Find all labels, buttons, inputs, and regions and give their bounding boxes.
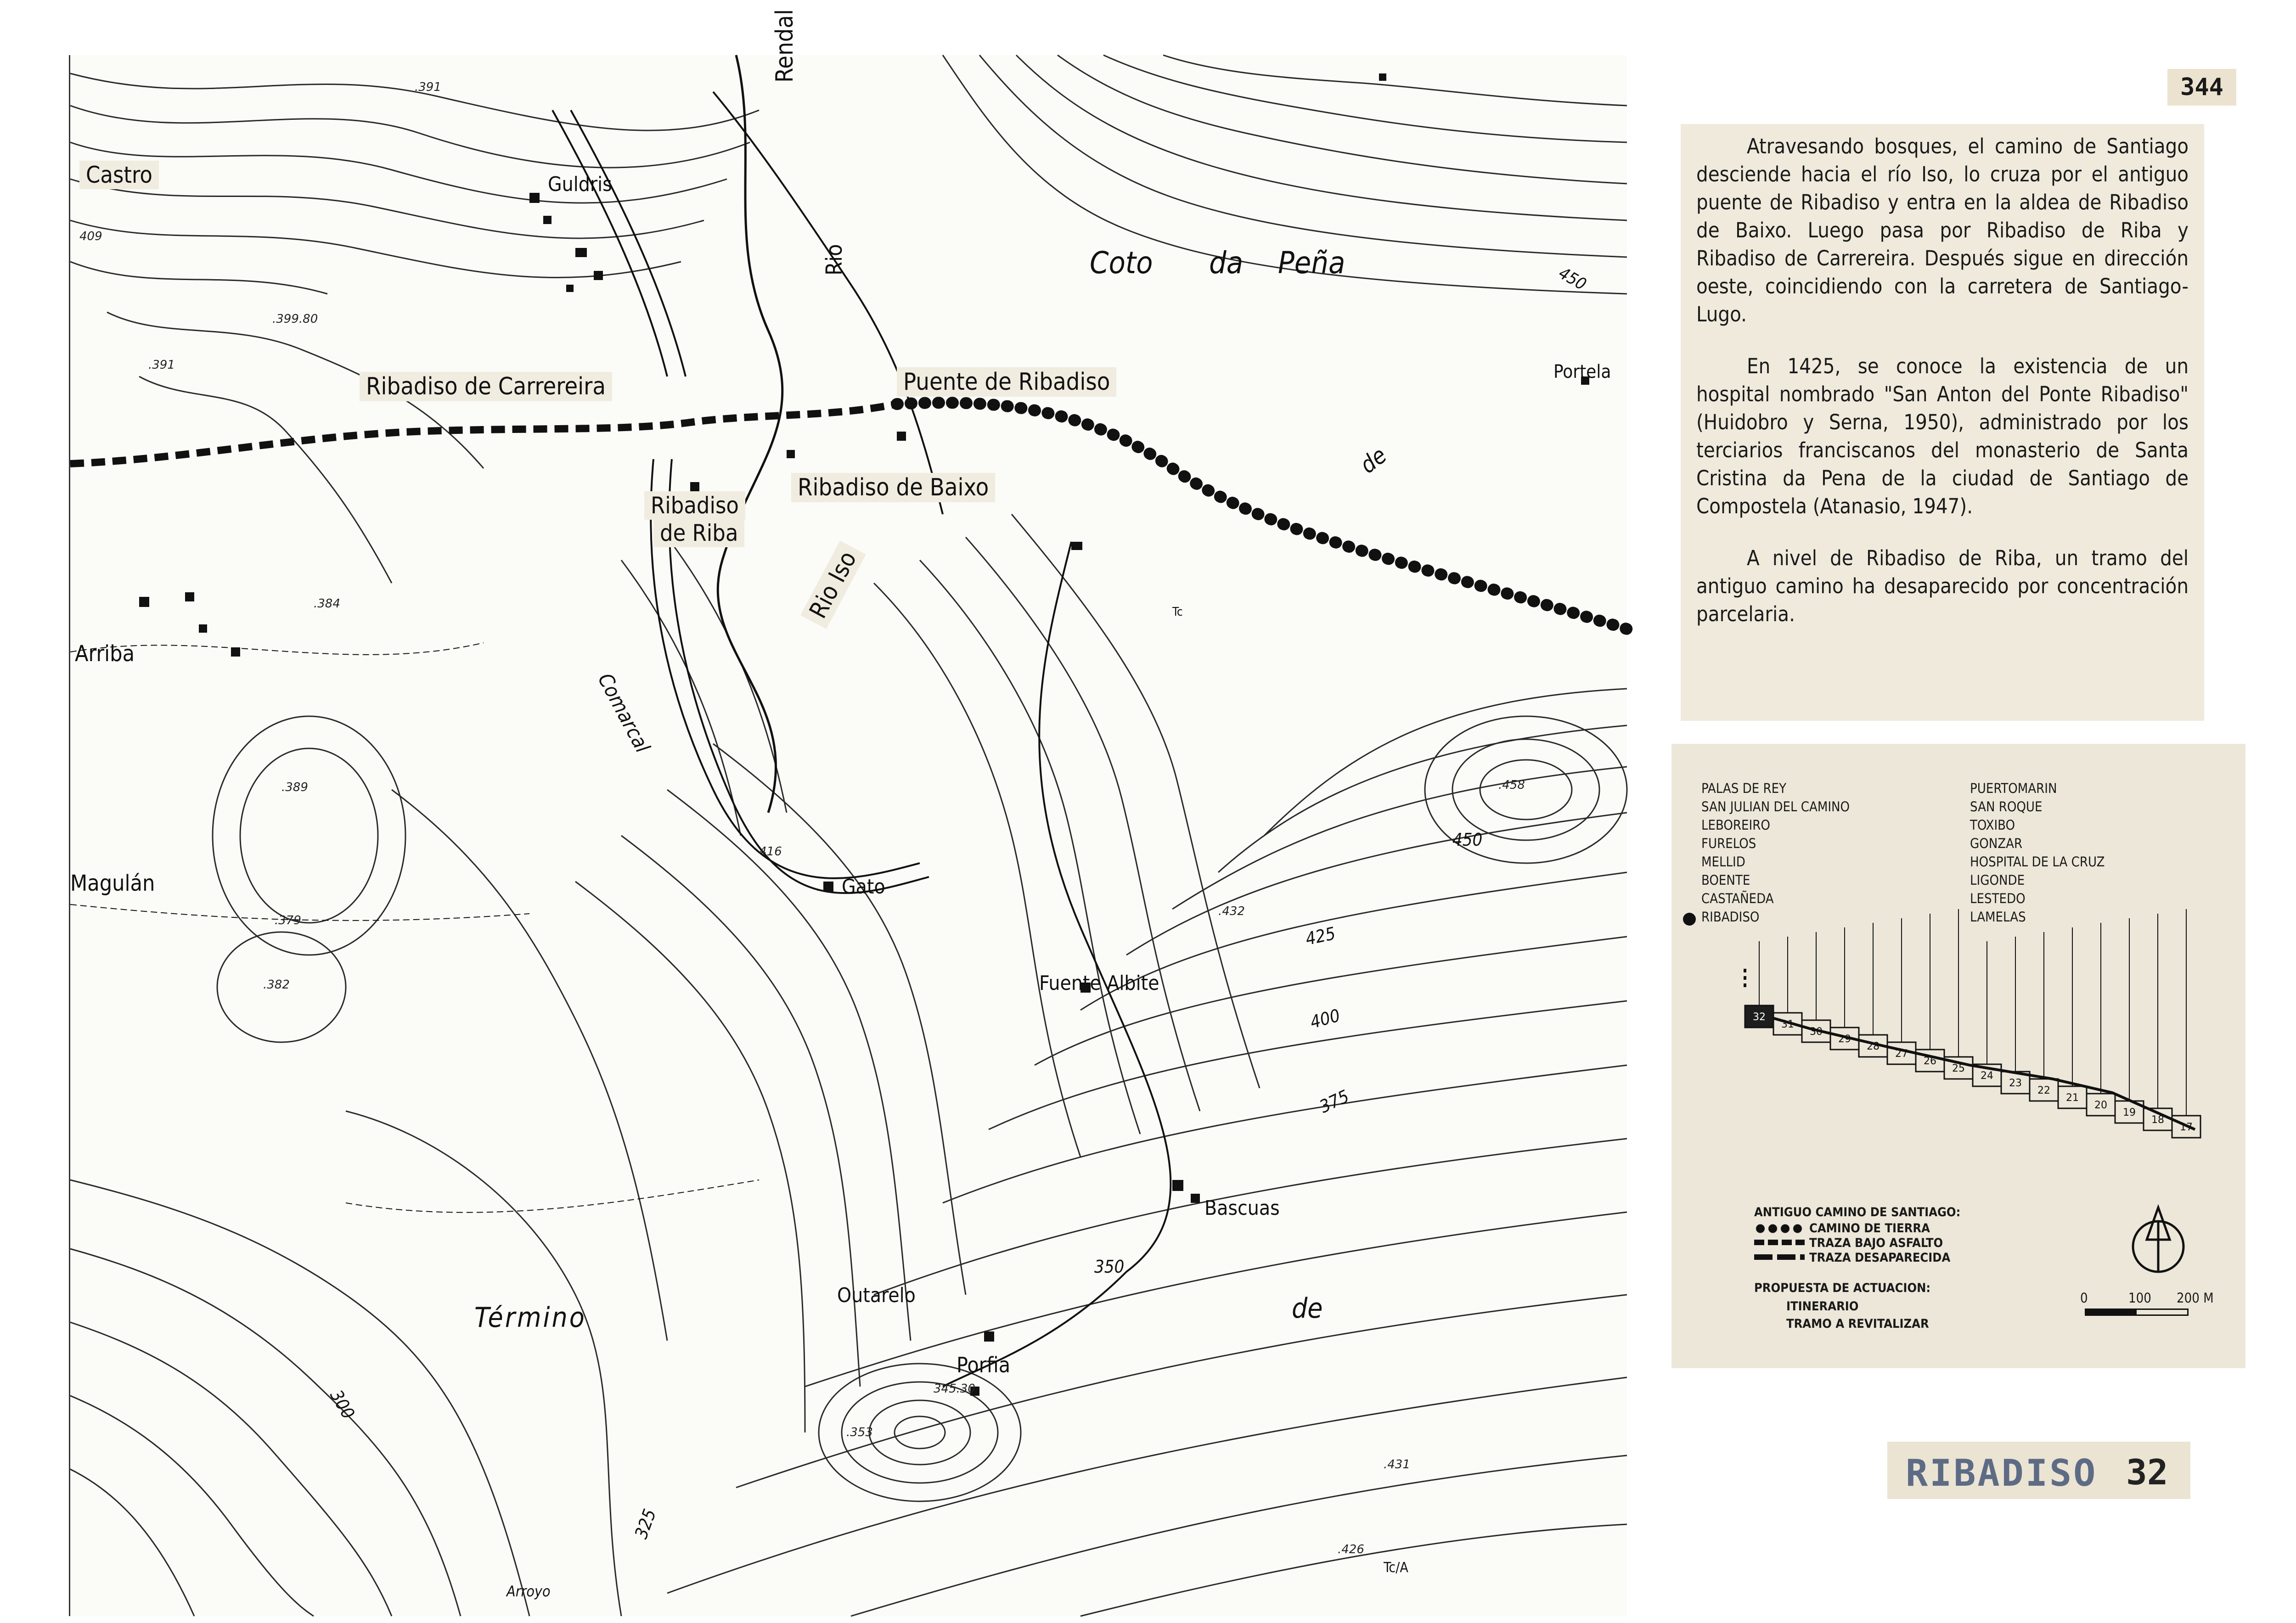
place-label-castro: Castro	[79, 161, 159, 189]
diagram-town-left: CASTAÑEDA	[1701, 891, 1774, 906]
sheet-box-number: 24	[1981, 1070, 1993, 1082]
legend-bar-symbol	[1754, 1254, 1805, 1260]
feature-label-tc: Tc	[1172, 605, 1183, 619]
scale-bar-graphic	[2085, 1309, 2189, 1316]
route-profile-diagram	[1671, 744, 2245, 1368]
place-label-rio-iso: Rio Iso	[800, 541, 866, 629]
legend-proposal-title: PROPUESTA DE ACTUACION:	[1754, 1281, 1931, 1295]
north-arrow-icon	[2126, 1203, 2190, 1276]
sheet-box-number: 26	[1924, 1056, 1936, 1067]
place-label-comarcal: Comarcal	[593, 669, 654, 757]
sheet-name: RIBADISO	[1906, 1452, 2098, 1494]
legend-item-traza-asfalto: TRAZA BAJO ASFALTO	[1809, 1236, 1943, 1250]
diagram-town-left: FURELOS	[1701, 836, 1756, 851]
spot-height: .389	[281, 781, 308, 794]
contour-label-300: 300	[326, 1386, 359, 1423]
diagram-town-left: PALAS DE REY	[1701, 781, 1787, 796]
contour-label-350: 350	[1094, 1257, 1125, 1277]
spot-height: 409	[79, 230, 102, 243]
contour-label-400: 400	[1308, 1005, 1342, 1033]
place-label-pena: Peña	[1278, 245, 1345, 281]
diagram-town-left: BOENTE	[1701, 872, 1750, 888]
place-label-rendal: Rendal	[771, 9, 799, 83]
place-label-coto: Coto	[1090, 245, 1153, 281]
spot-height: .458	[1498, 778, 1525, 792]
sheet-box-number: 32	[1753, 1011, 1766, 1023]
place-label-magulan: Magulán	[70, 870, 155, 896]
scale-label-100: 100	[2128, 1290, 2151, 1306]
spot-height: .382	[263, 978, 290, 992]
spot-height: .384	[314, 597, 340, 611]
diagram-town-right: SAN ROQUE	[1970, 799, 2043, 814]
spot-height: .431	[1384, 1458, 1410, 1471]
sheet-box-number: 30	[1810, 1026, 1823, 1038]
contour-label-425: 425	[1304, 923, 1338, 949]
spot-height: .379	[275, 914, 301, 927]
diagram-town-right: LAMELAS	[1970, 909, 2026, 925]
diagram-town-left: LEBOREIRO	[1701, 817, 1770, 833]
diagram-town-left: RIBADISO	[1701, 909, 1760, 925]
diagram-town-left: MELLID	[1701, 854, 1745, 870]
place-label-portela: Portela	[1553, 361, 1611, 382]
place-label-arriba: Arriba	[75, 641, 135, 667]
spot-height: .432	[1218, 904, 1245, 918]
diagram-town-right: GONZAR	[1970, 836, 2023, 851]
sheet-box-number: 19	[2123, 1107, 2136, 1118]
place-label-de-upper: de	[1355, 442, 1392, 479]
description-panel	[1681, 124, 2204, 721]
diagram-town-right: LIGONDE	[1970, 872, 2025, 888]
place-label-ribadiso-baixo: Ribadiso de Baixo	[791, 473, 995, 502]
diagram-town-right: TOXIBO	[1970, 817, 2015, 833]
contour-label-450-lower: 450	[1452, 830, 1483, 850]
sheet-box-number: 31	[1781, 1019, 1794, 1030]
legend-dash-symbol	[1754, 1240, 1805, 1245]
description-paragraph-2: En 1425, se conoce la existencia de un hospital nombrado "San Anton del Ponte Ribadiso" (Huidobro y Serna, 1950), administrado por los terciarios franciscanos del monasterio de Santa Cristina da Pena de la ciudad de Santiago de Compostela (Atanasio, 1947).	[1696, 354, 2189, 518]
sheet-box-number: 21	[2066, 1092, 2079, 1104]
diagram-town-right: HOSPITAL DE LA CRUZ	[1970, 854, 2105, 870]
sheet-number: 32	[2126, 1452, 2168, 1493]
spot-height: .391	[415, 80, 441, 94]
contour-label-450-upper: 450	[1555, 264, 1590, 294]
legend-dots-symbol	[1754, 1224, 1805, 1234]
spot-height: .399.80	[272, 312, 318, 326]
legend-proposal-revitalizar: TRAMO A REVITALIZAR	[1786, 1317, 1929, 1331]
contour-label-325: 325	[630, 1506, 660, 1542]
spot-height: .353	[846, 1426, 873, 1439]
topographic-map	[69, 9, 1627, 1616]
place-label-guldris: Guldris	[548, 173, 612, 196]
sheet-box-number: 29	[1838, 1033, 1851, 1045]
place-label-arroyo: Arroyo	[506, 1583, 551, 1600]
contour-lines	[70, 55, 1627, 1616]
diagram-town-right: LESTEDO	[1970, 891, 2026, 906]
legend-item-camino-tierra: CAMINO DE TIERRA	[1809, 1221, 1930, 1236]
contour-label-375: 375	[1316, 1086, 1352, 1117]
legend-proposal-itinerario: ITINERARIO	[1786, 1299, 1859, 1314]
buildings	[139, 73, 1589, 1396]
sheet-box-number: 23	[2009, 1078, 2022, 1089]
paths	[70, 643, 759, 1213]
sheet-box-number: 28	[1867, 1041, 1880, 1052]
place-label-puente-ribadiso: Puente de Ribadiso	[897, 367, 1116, 397]
place-label-fuente-albite: Fuente Albite	[1039, 972, 1159, 995]
place-label-da: da	[1209, 245, 1244, 281]
diagram-town-right: PUERTOMARIN	[1970, 781, 2057, 796]
place-label-outarelo: Outarelo	[837, 1284, 916, 1307]
legend-item-traza-desaparecida: TRAZA DESAPARECIDA	[1809, 1251, 1951, 1265]
place-label-de-lower: de	[1292, 1292, 1323, 1325]
place-label-gato: Gato	[842, 875, 885, 899]
spot-height: 345.30	[934, 1382, 975, 1396]
sheet-box-number: 22	[2037, 1085, 2050, 1096]
place-label-ribadiso-riba-line2: de Riba	[653, 519, 744, 547]
legend-title: ANTIGUO CAMINO DE SANTIAGO:	[1754, 1205, 1961, 1219]
description-paragraph-3: A nivel de Ribadiso de Riba, un tramo del antiguo camino ha desaparecido por concentración parcelaria.	[1696, 546, 2189, 626]
sheet-box-number: 20	[2094, 1100, 2107, 1111]
page-number: 344	[2167, 69, 2236, 106]
place-label-ribadiso-riba-line1: Ribadiso	[644, 491, 745, 520]
spot-height: .391	[148, 358, 175, 372]
place-label-termino: Término	[474, 1302, 586, 1334]
diagram-town-left: SAN JULIAN DEL CAMINO	[1701, 799, 1850, 814]
sheet-box-number: 27	[1895, 1048, 1908, 1060]
spot-height: .426	[1338, 1543, 1364, 1556]
place-label-ribadiso-carrereira: Ribadiso de Carrereira	[360, 372, 612, 401]
sheet-title-block	[1887, 1442, 2190, 1499]
sheet-box-number: 18	[2151, 1114, 2164, 1126]
description-paragraph-1: Atravesando bosques, el camino de Santiago desciende hacia el río Iso, lo cruza por el antiguo puente de Ribadiso y entra en la aldea de Ribadiso de Baixo. Luego pasa por Ribadiso de Riba y Ribadiso de Carrereira. Después sigue en dirección oeste, coincidiendo con la carretera de Santiago-Lugo.	[1696, 134, 2189, 326]
scale-label-0: 0	[2080, 1290, 2088, 1306]
feature-label-tc-a: Tc/A	[1384, 1560, 1408, 1576]
spot-height: 416	[759, 845, 782, 859]
place-label-bascuas: Bascuas	[1204, 1196, 1280, 1220]
place-label-rio-rendal: Rio	[822, 244, 847, 275]
place-label-porfia: Porfia	[957, 1353, 1011, 1377]
sheet-box-number: 17	[2180, 1122, 2193, 1133]
map-linework	[70, 55, 1627, 1616]
camino-route	[70, 403, 1627, 629]
scale-label-200m: 200 M	[2177, 1290, 2214, 1306]
sheet-box-number: 25	[1952, 1063, 1965, 1074]
